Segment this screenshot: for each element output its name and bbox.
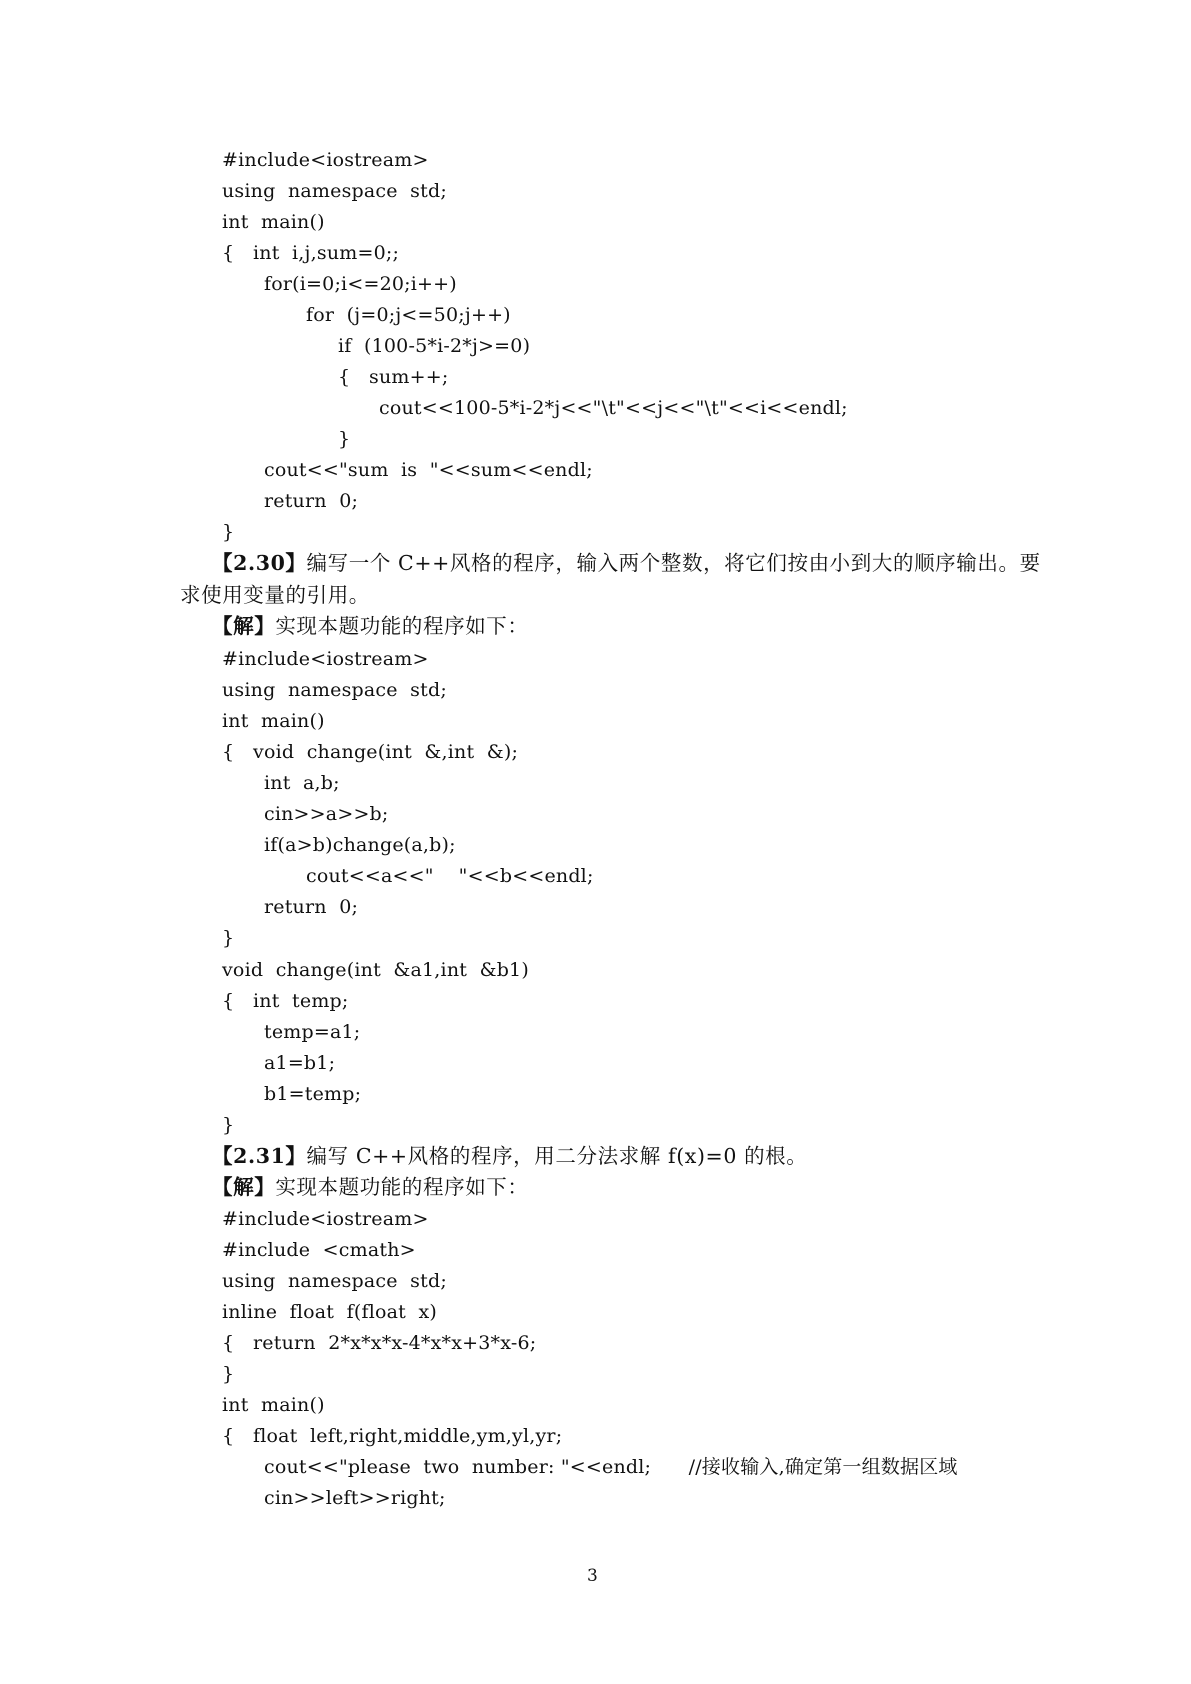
- code-line: cout<<"sum is "<<sum<<endl;: [264, 459, 593, 481]
- code-line: for(i=0;i<=20;i++): [264, 273, 457, 295]
- page-number: 3: [587, 1566, 598, 1586]
- code-line: b1=temp;: [264, 1083, 362, 1105]
- code-line: if(a>b)change(a,b);: [264, 834, 456, 856]
- code-line: temp=a1;: [264, 1021, 361, 1043]
- exercise-2-30-line2: 求使用变量的引用。: [180, 583, 370, 607]
- code-line: { float left,right,middle,ym,yl,yr;: [222, 1425, 563, 1447]
- code-line: return 0;: [264, 490, 359, 512]
- code-line: cin>>a>>b;: [264, 803, 389, 825]
- exercise-2-30-line1: [212, 550, 1041, 576]
- code-line: #include<iostream>: [222, 648, 429, 670]
- answer-text: 实现本题功能的程序如下：: [275, 614, 529, 638]
- code-line: int a,b;: [264, 772, 340, 794]
- code-line: return 0;: [264, 896, 359, 918]
- code-line: #include<iostream>: [222, 149, 429, 171]
- code-line: void change(int &a1,int &b1): [222, 959, 529, 981]
- code-line: using namespace std;: [222, 180, 447, 202]
- code-line: }: [222, 927, 235, 949]
- code-line: { sum++;: [338, 366, 449, 388]
- code-line: int main(): [222, 710, 325, 732]
- answer-tag: 【解】: [212, 1175, 276, 1199]
- code-line: for (j=0;j<=50;j++): [306, 304, 511, 326]
- answer-tag: 【解】: [212, 614, 276, 638]
- code-line: using namespace std;: [222, 1270, 447, 1292]
- exercise-tag: 【2.30】: [212, 551, 307, 575]
- exercise-tag: 【2.31】: [212, 1144, 307, 1168]
- code-line: }: [222, 521, 235, 543]
- code-line: }: [222, 1114, 235, 1136]
- answer-intro: [212, 1174, 529, 1200]
- code-line: a1=b1;: [264, 1052, 336, 1074]
- answer-text: 实现本题功能的程序如下：: [275, 1175, 529, 1199]
- code-line: cout<<a<<" "<<b<<endl;: [306, 865, 594, 887]
- code-line: { void change(int &,int &);: [222, 741, 519, 763]
- code-line: #include <cmath>: [222, 1239, 416, 1261]
- code-line: cout<<100-5*i-2*j<<"\t"<<j<<"\t"<<i<<endl;: [379, 397, 848, 419]
- code-line: using namespace std;: [222, 679, 447, 701]
- code-line: if (100-5*i-2*j>=0): [338, 335, 531, 357]
- code-line: cout<<"please two number: "<<endl; //接收输入,确定第一组数据区域: [264, 1456, 958, 1478]
- answer-intro: [212, 613, 529, 639]
- exercise-text: 编写一个 C++风格的程序，输入两个整数，将它们按由小到大的顺序输出。要: [306, 551, 1041, 575]
- code-line: { int i,j,sum=0;;: [222, 242, 400, 264]
- code-line: int main(): [222, 1394, 325, 1416]
- exercise-text: 编写 C++风格的程序，用二分法求解 f(x)=0 的根。: [306, 1144, 808, 1168]
- exercise-2-31-line: [212, 1143, 807, 1169]
- code-line: { int temp;: [222, 990, 349, 1012]
- code-line: int main(): [222, 211, 325, 233]
- code-line: #include<iostream>: [222, 1208, 429, 1230]
- code-line: }: [338, 428, 351, 450]
- code-line: }: [222, 1363, 235, 1385]
- code-line: inline float f(float x): [222, 1301, 437, 1323]
- code-line: { return 2*x*x*x-4*x*x+3*x-6;: [222, 1332, 537, 1354]
- code-line: cin>>left>>right;: [264, 1487, 446, 1509]
